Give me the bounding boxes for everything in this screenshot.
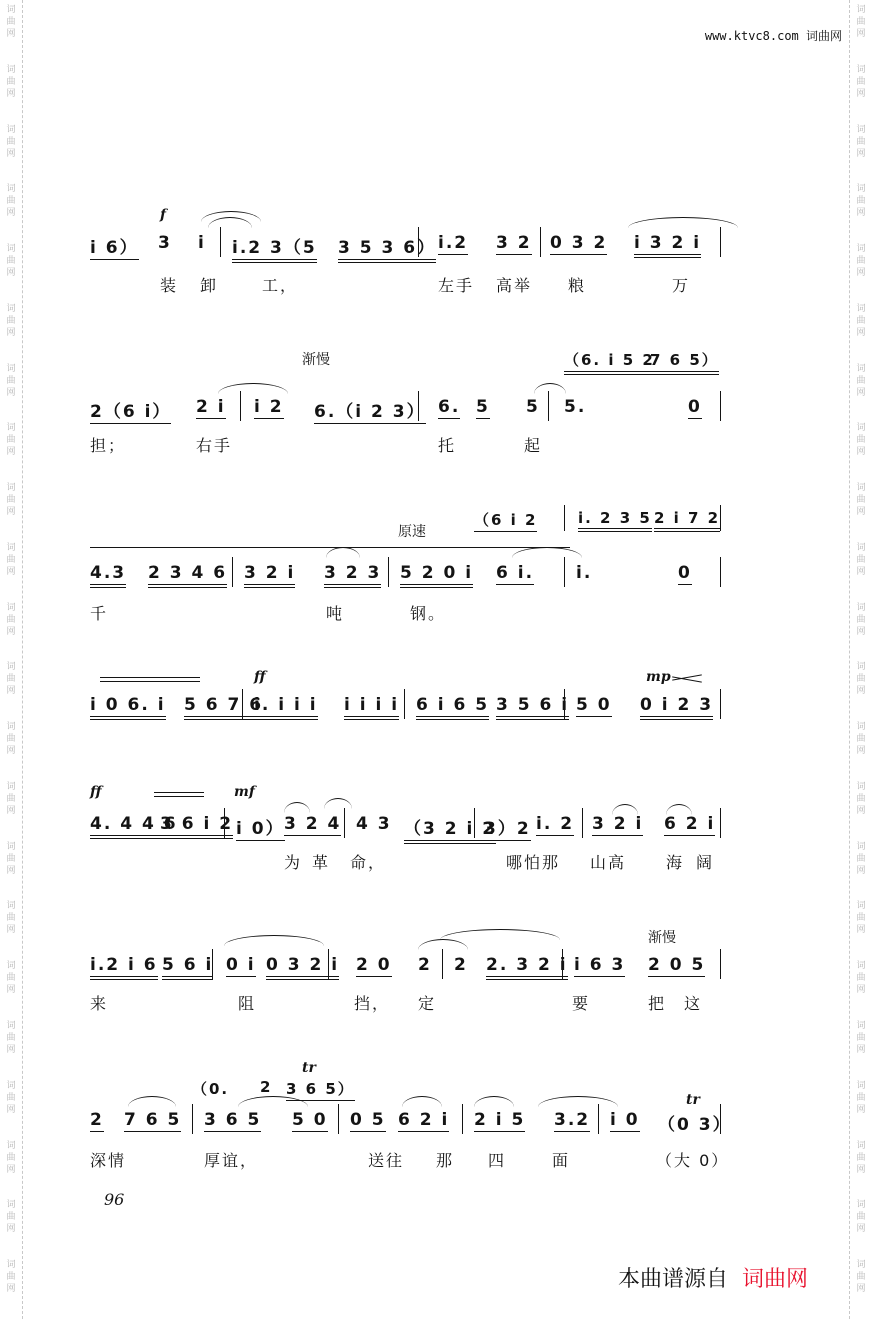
trill-mark: tr <box>686 1092 700 1108</box>
note-group: （0 3） <box>658 1115 732 1135</box>
note-group: 2 i 7 2 <box>654 509 720 532</box>
site-header: www.ktvc8.com 词曲网 <box>704 29 842 43</box>
dynamic-mark: f <box>160 207 167 223</box>
tie-line <box>90 547 570 548</box>
lyric: 阔 <box>696 853 715 872</box>
note-group: 0 3 2 i <box>266 955 339 980</box>
note-group: 2（6 i） <box>90 397 171 424</box>
note-group: （3 2 i 2 <box>404 814 496 844</box>
side-label: 词 曲 网 <box>856 1260 866 1295</box>
barline <box>564 505 565 531</box>
lyric: 送往 <box>368 1151 405 1170</box>
side-label: 词 曲 网 <box>856 1140 866 1175</box>
side-label: 词 曲 网 <box>6 244 16 279</box>
note-group: 5 <box>476 397 490 417</box>
barline <box>192 1104 193 1134</box>
barline <box>232 557 233 587</box>
note-group: i.2 <box>438 233 469 253</box>
note-group: 5 6 7 6 <box>184 695 263 720</box>
side-label: 词 曲 网 <box>6 363 16 398</box>
lyric: 左手 <box>438 276 475 295</box>
crescendo-line <box>100 681 200 682</box>
barline <box>720 1104 721 1134</box>
lyric: 右手 <box>196 436 233 455</box>
note-group: 7 6 5 <box>124 1110 182 1130</box>
score-line-4 <box>88 665 728 735</box>
note-group: 5 <box>526 397 540 417</box>
note-group: 4.3 <box>90 563 126 588</box>
lyric: 来 <box>90 994 109 1013</box>
side-label: 词 曲 网 <box>856 244 866 279</box>
note-group: i 3 2 i <box>634 233 701 258</box>
barline <box>442 949 443 979</box>
side-label: 词 曲 网 <box>856 1200 866 1235</box>
side-label: 词 曲 网 <box>856 1080 866 1115</box>
note-group: 3 5 6 i <box>496 695 569 720</box>
side-label: 词 曲 网 <box>856 841 866 876</box>
note-group: i. <box>576 563 593 583</box>
dynamic-mark: ff <box>90 784 102 800</box>
side-label: 词 曲 网 <box>856 124 866 159</box>
note-group: 3 <box>158 233 172 253</box>
barline <box>562 949 563 979</box>
note-group: i 0 6. i <box>90 695 166 720</box>
slur <box>512 547 582 558</box>
note-group: （6 i 2 <box>474 509 537 532</box>
barline <box>564 557 565 587</box>
lyric: 山高 <box>590 853 627 872</box>
lyric: 这 <box>684 994 703 1013</box>
note-group: i <box>198 233 206 253</box>
lyric: 定 <box>418 994 437 1013</box>
note-group: 5 6 i <box>162 955 213 980</box>
note-group: 3 6 i 2 <box>160 814 233 839</box>
side-label: 词 曲 网 <box>856 5 866 39</box>
side-label: 词 曲 网 <box>856 64 866 99</box>
note-group: 3 6 5 <box>204 1110 262 1130</box>
side-label: 词 曲 网 <box>6 1140 16 1175</box>
barline <box>548 391 549 421</box>
trill-mark: tr <box>302 1060 316 1076</box>
slur <box>128 1096 176 1107</box>
barline <box>388 557 389 587</box>
barline <box>720 505 721 531</box>
side-label: 词 曲 网 <box>6 662 16 697</box>
note-group: 2 <box>418 955 432 975</box>
note-group: 2 i <box>196 397 226 417</box>
barline <box>338 1104 339 1134</box>
lyric: 挡， <box>354 994 391 1013</box>
barline <box>540 227 541 257</box>
note-group: i. 2 <box>536 814 575 834</box>
lyric: 高举 <box>496 276 533 295</box>
score-line-1 <box>88 205 728 295</box>
note-group: i 0 <box>610 1110 640 1130</box>
barline <box>720 808 721 838</box>
score-line-3 <box>88 505 728 623</box>
note-group: 0 3 2 <box>550 233 608 253</box>
diminuendo-line <box>154 792 204 793</box>
side-label: 词 曲 网 <box>856 602 866 637</box>
lyric: 粮 <box>568 276 587 295</box>
lyric: （大 0） <box>656 1151 730 1170</box>
note-group: 4. 4 4 6 <box>90 814 178 839</box>
lyric: 面 <box>552 1151 571 1170</box>
lyric: 千 <box>90 604 109 623</box>
lyric: 哪怕那 <box>506 853 561 872</box>
side-label: 词 曲 网 <box>856 781 866 816</box>
lyric: 阻 <box>238 994 257 1013</box>
note-group: 5 0 <box>292 1110 328 1130</box>
slur <box>440 929 560 940</box>
footer-prefix: 本曲谱源自 <box>618 1267 729 1292</box>
lyric: 钢。 <box>410 604 447 623</box>
score-line-7 <box>88 1060 732 1175</box>
side-label: 词 曲 网 <box>856 303 866 338</box>
slur <box>324 798 352 809</box>
note-group: 6 i 6 5 <box>416 695 489 720</box>
dynamic-mark: mp <box>646 669 671 685</box>
note-group: 6 2 i <box>664 814 716 834</box>
note-group: （0. <box>192 1080 230 1098</box>
dynamic-mark: ff <box>254 669 266 685</box>
side-label: 词 曲 网 <box>6 423 16 458</box>
slur <box>326 547 360 558</box>
side-label: 词 曲 网 <box>856 961 866 996</box>
barline <box>720 949 721 979</box>
barline <box>720 557 721 587</box>
lyric: 卸 <box>200 276 219 295</box>
note-group: 5 0 <box>576 695 612 715</box>
diminuendo-line <box>154 796 204 797</box>
barline <box>474 808 475 838</box>
lyric: 装 <box>160 276 179 295</box>
note-group: 6. <box>438 397 461 417</box>
side-label: 词 曲 网 <box>6 1021 16 1056</box>
lyric: 命， <box>350 853 387 872</box>
barline <box>720 227 721 257</box>
note-group: 0 5 <box>350 1110 386 1130</box>
note-group: 2 0 <box>356 955 392 975</box>
barline <box>242 689 243 719</box>
side-label: 词 曲 网 <box>856 662 866 697</box>
note-group: 6.（i 2 3） <box>314 397 426 424</box>
footer-brand: 词曲网 <box>742 1267 809 1292</box>
note-group: 2 0 5 <box>648 955 706 975</box>
note-group: 5 2 0 i <box>400 563 473 588</box>
note-group: 0 <box>688 397 702 417</box>
note-group: 5. <box>564 397 587 417</box>
side-label: 词 曲 网 <box>6 542 16 577</box>
barline <box>564 689 565 719</box>
lyric: 万 <box>672 276 691 295</box>
side-label: 词 曲 网 <box>856 363 866 398</box>
note-group: 3 6 5） <box>286 1078 355 1101</box>
lyric: 为 <box>284 853 303 872</box>
lyric: 托 <box>438 436 457 455</box>
note-group: i. 2 3 5 <box>578 509 652 532</box>
side-label: 词 曲 网 <box>6 184 16 219</box>
note-group: 2 <box>90 1110 104 1130</box>
note-group: 7 6 5） <box>650 349 719 375</box>
barline <box>212 949 213 979</box>
score-line-2 <box>88 345 728 455</box>
score-line-6 <box>88 925 728 1025</box>
note-group: i.2 i 6 <box>90 955 158 980</box>
side-label: 词 曲 网 <box>6 961 16 996</box>
note-group: 4 3 <box>356 814 392 834</box>
side-watermark-right <box>849 0 872 1319</box>
barline <box>582 808 583 838</box>
side-label: 词 曲 网 <box>6 841 16 876</box>
barline <box>418 391 419 421</box>
side-watermark-left <box>0 0 23 1319</box>
barline <box>720 391 721 421</box>
slur <box>538 1096 618 1107</box>
barline <box>344 808 345 838</box>
page-number: 96 <box>104 1190 125 1209</box>
slur <box>534 383 566 394</box>
side-label: 词 曲 网 <box>6 1260 16 1295</box>
barline <box>404 689 405 719</box>
lyric: 担； <box>90 436 127 455</box>
side-label: 词 曲 网 <box>6 722 16 757</box>
barline <box>328 949 329 979</box>
side-label: 词 曲 网 <box>6 901 16 936</box>
barline <box>720 689 721 719</box>
note-group: 2 3 4 6 <box>148 563 227 588</box>
slur <box>224 935 324 946</box>
note-group: i 6） <box>90 233 139 260</box>
note-group: 3.2 <box>554 1110 591 1130</box>
note-group: （6. i 5 2 <box>564 349 655 375</box>
side-label: 词 曲 网 <box>6 602 16 637</box>
note-group: 2. 3 2 i <box>486 955 568 980</box>
score-line-5 <box>88 780 728 880</box>
lyric: 工， <box>262 276 299 295</box>
side-label: 词 曲 网 <box>6 483 16 518</box>
slur <box>284 802 310 813</box>
lyric: 深情 <box>90 1151 127 1170</box>
lyric: 起 <box>524 436 543 455</box>
note-group: 3 2 i <box>244 563 295 588</box>
note-group: i.2 3（5 <box>232 233 317 263</box>
side-label: 词 曲 网 <box>856 542 866 577</box>
note-group: 0 <box>678 563 692 583</box>
note-group: 2 <box>260 1078 273 1096</box>
lyric: 四 <box>488 1151 507 1170</box>
tempo-mark: 渐慢 <box>302 352 330 368</box>
side-label: 词 曲 网 <box>6 1200 16 1235</box>
note-group: 3 2 4 <box>284 814 342 834</box>
side-label: 词 曲 网 <box>6 781 16 816</box>
note-group: 6 i. <box>496 563 535 583</box>
note-group: 0 i 2 3 <box>640 695 713 720</box>
note-group: 3 2 3 <box>324 563 381 588</box>
barline <box>598 1104 599 1134</box>
note-group: 3 2 i <box>592 814 644 834</box>
side-label: 词 曲 网 <box>6 5 16 39</box>
tempo-mark: 渐慢 <box>648 930 676 946</box>
barline <box>220 227 221 257</box>
slur <box>474 1096 514 1107</box>
lyric: 把 <box>648 994 667 1013</box>
side-label: 词 曲 网 <box>856 1021 866 1056</box>
lyric: 吨 <box>326 604 345 623</box>
lyric: 那 <box>436 1151 455 1170</box>
barline <box>240 391 241 421</box>
note-group: 3）2 <box>484 814 531 841</box>
note-group: 0 i <box>226 955 256 975</box>
barline <box>224 808 225 838</box>
side-label: 词 曲 网 <box>6 124 16 159</box>
note-group: 2 i 5 <box>474 1110 526 1130</box>
note-group: i 2 <box>254 397 284 417</box>
tempo-mark: 原速 <box>398 524 426 540</box>
barline <box>418 227 419 257</box>
note-group: i i i i <box>344 695 399 720</box>
lyric: 海 <box>666 853 685 872</box>
footer-source <box>618 1262 808 1293</box>
side-label: 词 曲 网 <box>6 303 16 338</box>
slur <box>418 939 468 950</box>
barline <box>462 1104 463 1134</box>
side-label: 词 曲 网 <box>856 483 866 518</box>
lyric: 革 <box>312 853 331 872</box>
crescendo-line <box>100 677 200 678</box>
side-label: 词 曲 网 <box>6 1080 16 1115</box>
side-label: 词 曲 网 <box>6 64 16 99</box>
side-label: 词 曲 网 <box>856 722 866 757</box>
note-group: i. i i i <box>254 695 318 720</box>
side-label: 词 曲 网 <box>856 423 866 458</box>
note-group: 2 <box>454 955 468 975</box>
side-label: 词 曲 网 <box>856 184 866 219</box>
note-group: i 0） <box>236 814 285 841</box>
lyric: 厚谊， <box>204 1151 259 1170</box>
slur <box>218 383 288 394</box>
dynamic-mark: mf <box>234 784 255 800</box>
side-label: 词 曲 网 <box>856 901 866 936</box>
note-group: 3 2 <box>496 233 532 253</box>
slur <box>402 1096 442 1107</box>
note-group: 6 2 i <box>398 1110 450 1130</box>
lyric: 要 <box>572 994 591 1013</box>
note-group: i 6 3 <box>574 955 626 975</box>
note-group: 3 5 3 6） <box>338 233 436 263</box>
slur <box>628 217 738 228</box>
